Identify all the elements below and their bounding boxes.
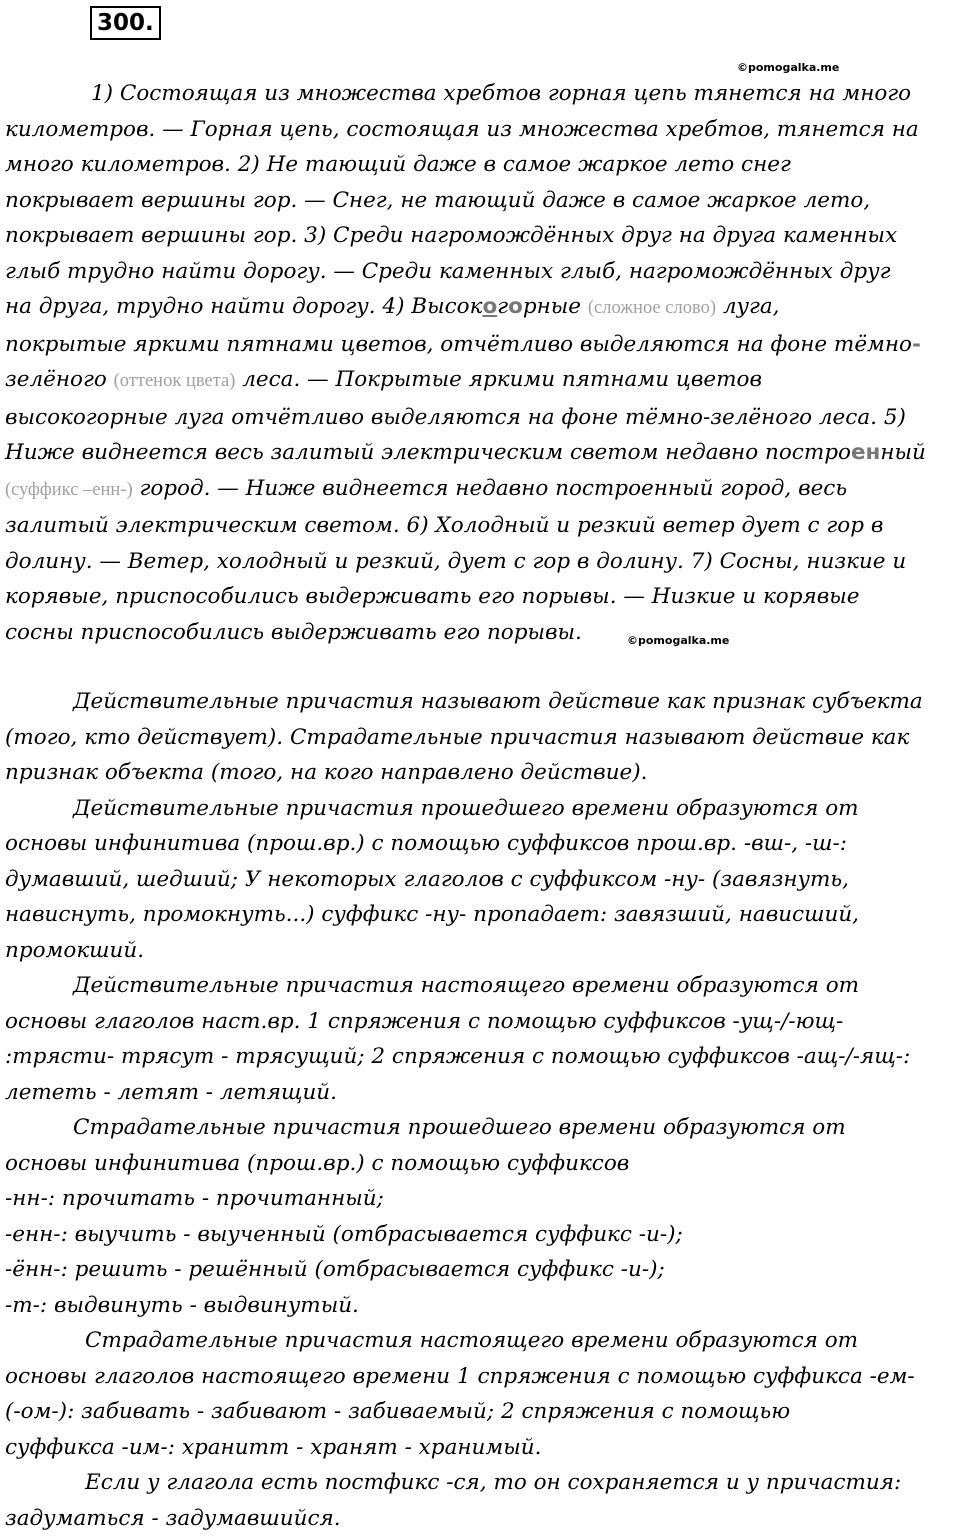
line-text: высокогорные луга отчётливо выделяются на фоне тёмно-зелёного леса. 5): [5, 405, 906, 430]
exercise-line: [5, 400, 955, 436]
line-text: глыб трудно найти дорогу. — Среди каменных глыб, нагромождённых друг: [5, 259, 890, 284]
theory-line: задуматься - задумавшийся.: [5, 1501, 955, 1536]
exercise-line: [5, 147, 955, 183]
line-text: долину. — Ветер, холодный и резкий, дует с гор в долину. 7) Сосны, низкие и: [5, 549, 906, 574]
line-text: покрытые яркими пятнами цветов, отчётливо выделяются на фоне тёмно: [5, 332, 912, 357]
line-text: на друга, трудно найти дорогу. 4) Высок: [5, 294, 482, 319]
theory-line: признак объекта (того, на кого направлено действие).: [5, 755, 955, 791]
line-text: километров. — Горная цепь, состоящая из множества хребтов, тянется на: [5, 117, 919, 142]
line-text: город. — Ниже виднеется недавно построенный город, весь: [133, 476, 847, 501]
watermark-bottom: ©pomogalka.me: [627, 634, 729, 647]
line-text: леса. — Покрытые яркими пятнами цветов: [235, 367, 762, 392]
theory-line: лететь - летят - летящий.: [5, 1075, 955, 1111]
line-text: сосны приспособились выдерживать его порывы.: [5, 620, 582, 645]
line-text: г: [497, 294, 508, 319]
theory-line: Страдательные причастия прошедшего времени образуются от: [5, 1110, 955, 1146]
watermark-top: ©pomogalka.me: [737, 61, 839, 74]
exercise-number-period: .: [145, 8, 154, 38]
line-text: покрывает вершины гор. — Снег, не тающий даже в самое жаркое лето,: [5, 188, 870, 213]
exercise-answer-text: [5, 76, 955, 650]
exercise-line: [5, 218, 955, 254]
theory-line: Действительные причастия прошедшего времени образуются от: [5, 791, 955, 827]
exercise-line: [5, 579, 955, 615]
grammar-note: (сложное слово): [588, 298, 716, 318]
highlighted-letter: ен: [851, 440, 880, 465]
line-text: покрывает вершины гор. 3) Среди нагромождённых друг на друга каменных: [5, 223, 897, 248]
exercise-line: [5, 183, 955, 219]
highlighted-letter: о: [508, 294, 523, 319]
grammar-note: (оттенок цвета): [114, 371, 236, 391]
theory-line: (того, кто действует). Страдательные причастия называют действие как: [5, 720, 955, 756]
theory-line: думавший, шедший; У некоторых глаголов с суффиксом -ну- (завязнуть,: [5, 862, 955, 898]
theory-line: :трясти- трясут - трясущий; 2 спряжения с помощью суффиксов -ащ-/-ящ-:: [5, 1039, 955, 1075]
line-text: рные: [523, 294, 588, 319]
theory-line: промокший.: [5, 933, 955, 969]
line-text: 1) Состоящая из множества хребтов горная цепь тянется на много: [91, 81, 911, 106]
theory-line: -нн-: прочитать - прочитанный;: [5, 1181, 955, 1217]
exercise-number-box: [90, 6, 161, 40]
theory-line: (-ом-): забивать - забивают - забиваемый; 2 спряжения с помощью: [5, 1394, 955, 1430]
theory-line: основы глаголов настоящего времени 1 спряжения с помощью суффикса -ем-: [5, 1359, 955, 1395]
exercise-line: [5, 435, 955, 471]
theory-line: -енн-: выучить - выученный (отбрасывается суффикс -и-);: [5, 1217, 955, 1253]
theory-line: основы глаголов наст.вр. 1 спряжения с помощью суффиксов -ущ-/-ющ-: [5, 1004, 955, 1040]
grammar-note: (суффикс –енн-): [5, 480, 133, 500]
theory-line: Если у глагола есть постфикс -ся, то он сохраняется и у причастия:: [5, 1465, 955, 1501]
exercise-line: [5, 76, 955, 112]
theory-line: -ённ-: решить - решённый (отбрасывается суффикс -и-);: [5, 1252, 955, 1288]
exercise-line: [5, 327, 955, 363]
exercise-number: 300: [97, 8, 145, 38]
theory-line: суффикса -им-: хранитт - хранят - хранимый.: [5, 1430, 955, 1466]
line-text: залитый электрическим светом. 6) Холодный и резкий ветер дует с гор в: [5, 513, 883, 538]
line-text: ный: [880, 440, 926, 465]
highlighted-letter: о: [482, 294, 497, 319]
theory-line: нависнуть, промокнуть...) суффикс -ну- пропадает: завязший, нависший,: [5, 897, 955, 933]
exercise-line: [5, 544, 955, 580]
line-text: зелёного: [5, 367, 114, 392]
theory-line: Страдательные причастия настоящего времени образуются от: [5, 1323, 955, 1359]
theory-line: Действительные причастия настоящего времени образуются от: [5, 968, 955, 1004]
theory-line: -т-: выдвинуть - выдвинутый.: [5, 1288, 955, 1324]
line-text: много километров. 2) Не тающий даже в самое жаркое лето снег: [5, 152, 791, 177]
theory-line: основы инфинитива (прош.вр.) с помощью суффиксов прош.вр. -вш-, -ш-:: [5, 826, 955, 862]
theory-line: Действительные причастия называют действие как признак субъекта: [5, 684, 955, 720]
exercise-line: [5, 254, 955, 290]
exercise-line: [5, 471, 955, 509]
line-text: луга,: [716, 294, 780, 319]
exercise-line: [5, 508, 955, 544]
line-text: Ниже виднеется весь залитый электрическим светом недавно постро: [5, 440, 851, 465]
theory-line: основы инфинитива (прош.вр.) с помощью суффиксов: [5, 1146, 955, 1182]
exercise-line: [5, 615, 955, 651]
exercise-line: [5, 289, 955, 327]
highlighted-letter: -: [912, 332, 921, 357]
exercise-line: [5, 362, 955, 400]
exercise-line: [5, 112, 955, 148]
line-text: корявые, приспособились выдерживать его порывы. — Низкие и корявые: [5, 584, 859, 609]
theory-text: [5, 684, 955, 1536]
